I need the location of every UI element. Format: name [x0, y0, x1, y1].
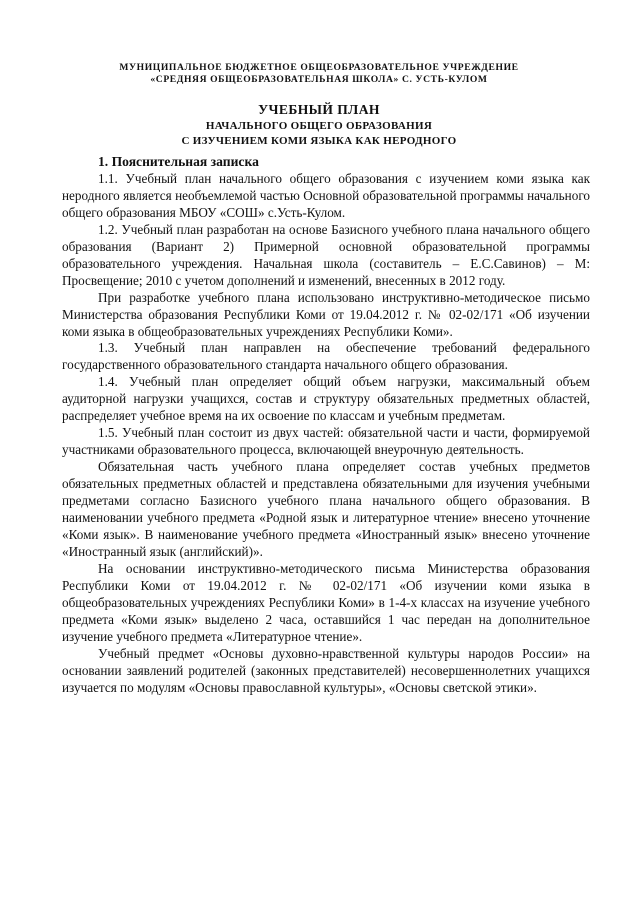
paragraph-1-2: 1.2. Учебный план разработан на основе Базисного учебного плана начального общего образования (Вариант 2) Примерной основной образовательной программы образовательного учреждения. Начальная школа (составитель – Е.С.Савинов) – М: Просвещение; 2010 с учетом дополнений и изменений, внесенных в 2012 году. [62, 221, 590, 288]
paragraph-1-3: 1.3. Учебный план направлен на обеспечение требований федерального государственного образовательного стандарта начального общего образования. [62, 340, 590, 373]
school-name-line-2: «СРЕДНЯЯ ОБЩЕОБРАЗОВАТЕЛЬНАЯ ШКОЛА» С. УСТЬ-КУЛОМ [150, 74, 488, 85]
paragraph-1-5: 1.5. Учебный план состоит из двух частей: обязательной части и части, формируемой участниками образовательного процесса, включающей внеурочную деятельность. [62, 425, 590, 458]
paragraph-odnk: Учебный предмет «Основы духовно-нравственной культуры народов России» на основании заявлений родителей (законных представителей) несовершеннолетних учащихся изучается по модулям «Основы православной культуры», «Основы светской этики». [62, 645, 590, 695]
paragraph-mandatory-part: Обязательная часть учебного плана определяет состав учебных предметов обязательных предметных областей и представлена обязательными для изучения учебными предметами согласно Базисного учебного плана начального общего образования. В наименовании учебного предмета «Родной язык и литературное чтение» внесено уточнение «Коми язык». В наименование учебного предмета «Иностранный язык» внесено уточнение «Иностранный язык (английский)». [62, 459, 590, 559]
section-heading: 1. Пояснительная записка [98, 154, 259, 169]
paragraph-1-4: 1.4. Учебный план определяет общий объем нагрузки, максимальный объем аудиторной нагрузки учащихся, состав и структуру обязательных предметных областей, распределяет учебное время на их освоение по классам и учебным предметам. [62, 374, 590, 424]
document-subtitle-1: НАЧАЛЬНОГО ОБЩЕГО ОБРАЗОВАНИЯ [205, 120, 433, 132]
school-name-line-1: МУНИЦИПАЛЬНОЕ БЮДЖЕТНОЕ ОБЩЕОБРАЗОВАТЕЛЬНОЕ УЧРЕЖДЕНИЕ [119, 62, 519, 73]
paragraph-letter-reference: При разработке учебного плана использовано инструктивно-методическое письмо Министерства образования Республики Коми от 19.04.2012 г. № 02-02/171 «Об изучении коми языка в общеобразовательных учреждениях Республики Коми». [62, 289, 590, 339]
document-subtitle-2: С ИЗУЧЕНИЕМ КОМИ ЯЗЫКА КАК НЕРОДНОГО [181, 135, 457, 147]
paragraph-komi-hours: На основании инструктивно-методического письма Министерства образования Республики Коми от 19.04.2012 г. № 02-02/171 «Об изучении коми языка в общеобразовательных учреждениях Республики Коми» в 1-4-х классах на изучение учебного предмета «Коми язык» выделено 2 часа, оставшийся 1 час передан на дополнительное изучение учебного предмета «Литературное чтение». [62, 560, 590, 644]
paragraph-1-1: 1.1. Учебный план начального общего образования с изучением коми языка как неродного является необъемлемой частью Основной образовательной программы начального общего образования МБОУ «СОШ» с.Усть-Кулом. [62, 170, 590, 220]
document-title: УЧЕБНЫЙ ПЛАН [258, 102, 380, 117]
document-body [62, 154, 590, 697]
